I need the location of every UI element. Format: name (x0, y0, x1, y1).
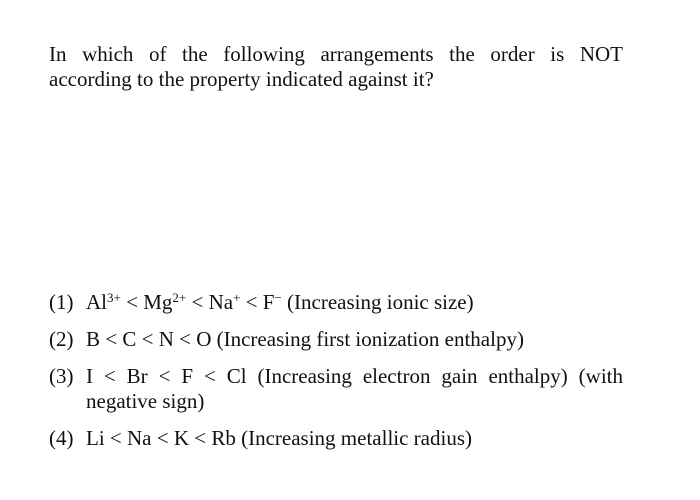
option-text (86, 290, 474, 314)
option-text-line-1: I < Br < F < Cl (Increasing electron gain enthalpy) (with (86, 364, 623, 388)
options-list (49, 290, 623, 451)
option-3[interactable] (49, 364, 623, 414)
charge-na: + (233, 290, 241, 305)
question-line-2: according to the property indicated against it? (49, 67, 434, 91)
ion-na: Na (208, 290, 234, 314)
less-than: < (240, 290, 263, 314)
charge-al: 3+ (107, 290, 121, 305)
option-number: (3) (49, 364, 74, 388)
less-than: < (120, 290, 144, 314)
option-number: (1) (49, 290, 74, 314)
option-text: B < C < N < O (Increasing first ionization enthalpy) (86, 327, 524, 351)
ion-al: Al (86, 290, 107, 314)
less-than: < (186, 290, 209, 314)
charge-f: − (274, 290, 282, 305)
property-label: (Increasing ionic size) (281, 290, 474, 314)
option-text-line-2: negative sign) (86, 389, 205, 413)
option-1[interactable] (49, 290, 623, 315)
option-4[interactable] (49, 426, 623, 451)
question-text (49, 42, 623, 92)
option-text: Li < Na < K < Rb (Increasing metallic radius) (86, 426, 472, 450)
ion-f: F (262, 290, 275, 314)
question-line-1: In which of the following arrangements the order is NOT (49, 42, 623, 66)
option-2[interactable] (49, 327, 623, 352)
option-number: (2) (49, 327, 74, 351)
option-number: (4) (49, 426, 74, 450)
ion-mg: Mg (143, 290, 173, 314)
charge-mg: 2+ (172, 290, 187, 305)
